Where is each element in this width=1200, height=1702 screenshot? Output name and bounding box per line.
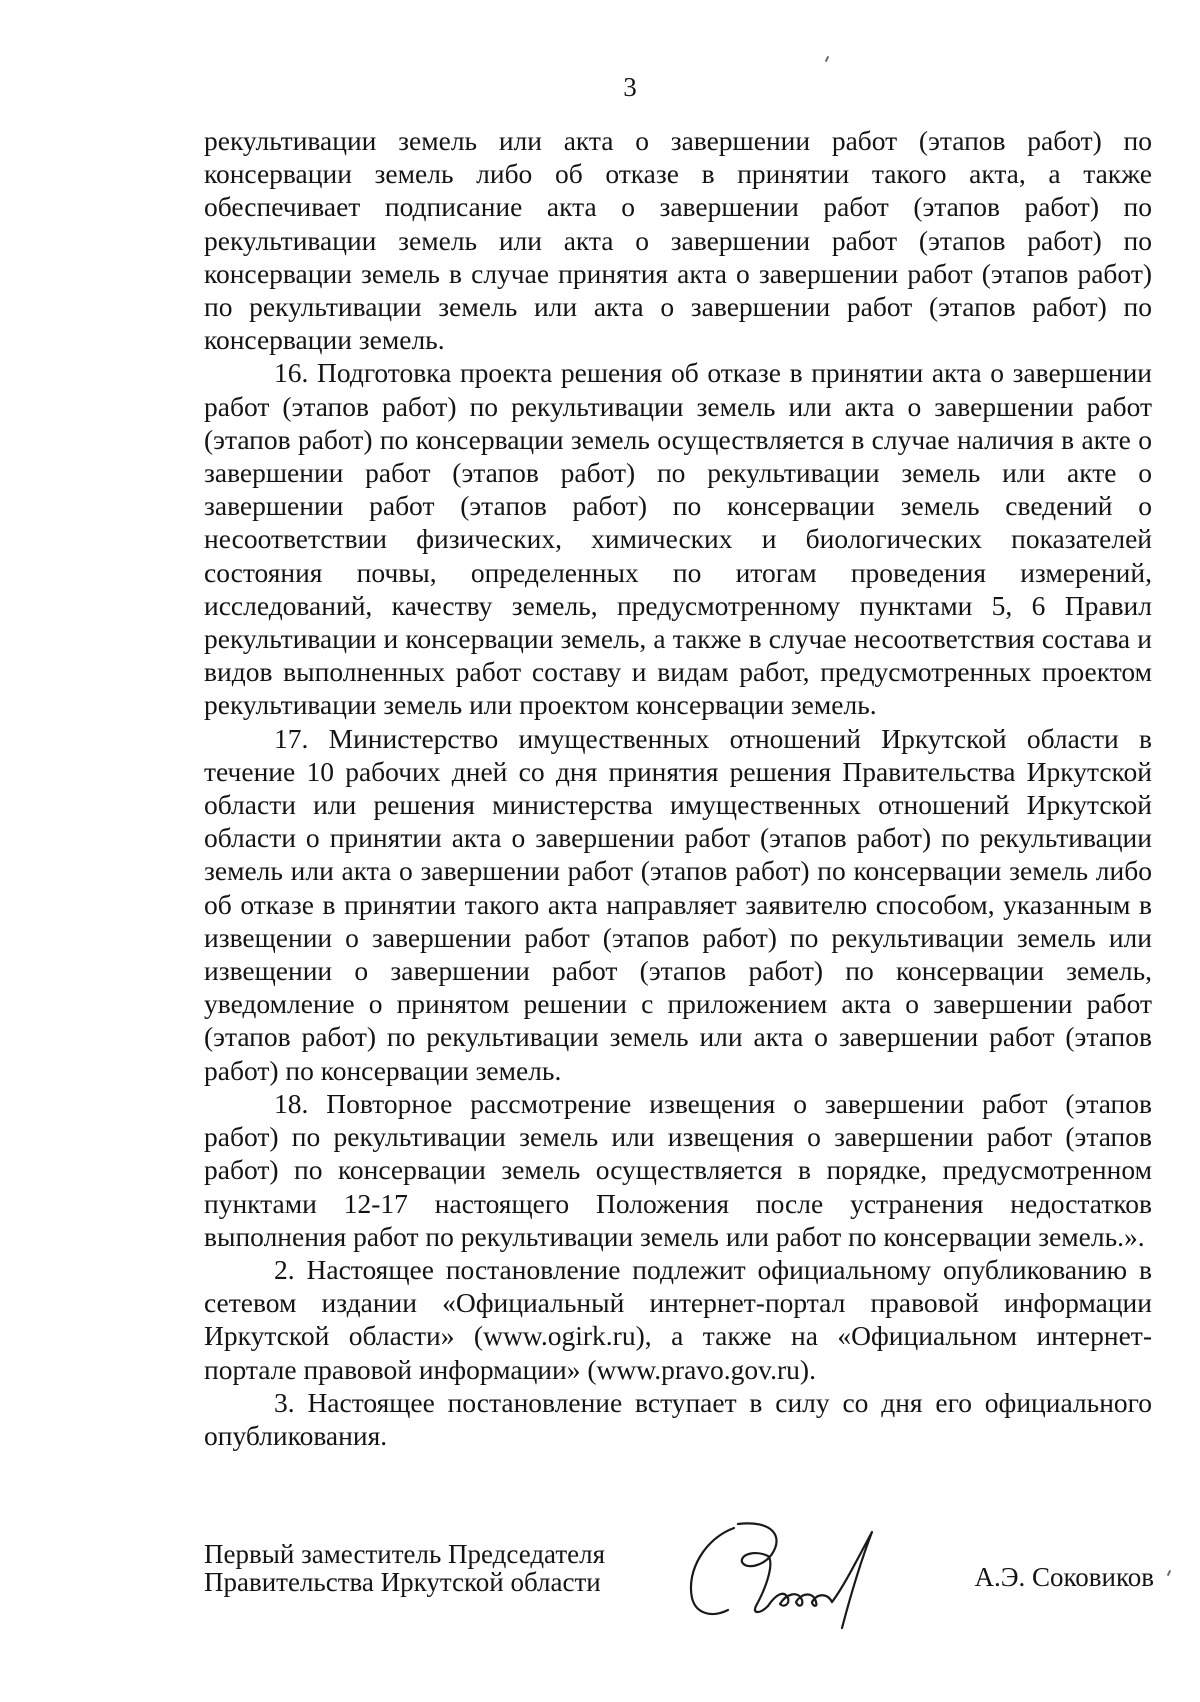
document-body	[204, 124, 1152, 1452]
paragraph-18: 18. Повторное рассмотрение извещения о завершении работ (этапов работ) по рекультивации земель или извещения о завершении работ (этапов работ) по консервации земель осуществляется в порядке, предусмотренном пунктами 12-17 настоящего Положения после устранения недостатков выполнения работ по рекультивации земель или работ по консервации земель.».	[204, 1087, 1152, 1252]
signer-name: А.Э. Соковиков	[974, 1562, 1154, 1592]
page-number: 3	[623, 72, 637, 102]
signer-position-line1: Первый заместитель Председателя	[204, 1539, 606, 1569]
paragraph-3-effective: 3. Настоящее постановление вступает в силу со дня его официального опубликования.	[204, 1386, 1152, 1451]
signer-position	[204, 1540, 605, 1596]
signature-block	[204, 1540, 1154, 1660]
handwritten-signature	[676, 1510, 896, 1640]
signer-position-line2: Правительства Иркутской области	[204, 1567, 601, 1597]
signature-stroke-main	[738, 1523, 777, 1612]
paragraph-2-publication: 2. Настоящее постановление подлежит официальному опубликованию в сетевом издании «Официальный интернет-портал правовой информации Иркутской области» (www.ogirk.ru), а также на «Официальном интернет-портале правовой информации» (www.pravo.gov.ru).	[204, 1253, 1152, 1385]
paragraph-17: 17. Министерство имущественных отношений Иркутской области в течение 10 рабочих дней со дня принятия решения Правительства Иркутской области или решения министерства имущественных отношений Иркутской области о принятии акта о завершении работ (этапов работ) по рекультивации земель или акта о завершении работ (этапов работ) по консервации земель либо об отказе в принятии такого акта направляет заявителю способом, указанным в извещении о завершении работ (этапов работ) по рекультивации земель или извещении о завершении работ (этапов работ) по консервации земель, уведомление о принятом решении с приложением акта о завершении работ (этапов работ) по рекультивации земель или акта о завершении работ (этапов работ) по консервации земель.	[204, 722, 1152, 1086]
scan-speck	[1167, 1570, 1171, 1576]
signature-stroke-tail	[832, 1532, 872, 1628]
signature-stroke-loop	[691, 1528, 734, 1614]
paragraph-continuation: рекультивации земель или акта о завершении работ (этапов работ) по консервации земель либо об отказе в принятии такого акта, а также обеспечивает подписание акта о завершении работ (этапов работ) по рекультивации земель или акта о завершении работ (этапов работ) по консервации земель в случае принятия акта о завершении работ (этапов работ) по рекультивации земель или акта о завершении работ (этапов работ) по консервации земель.	[204, 125, 1152, 356]
scan-speck	[825, 56, 829, 62]
paragraph-16: 16. Подготовка проекта решения об отказе в принятии акта о завершении работ (этапов работ) по рекультивации земель или акта о завершении работ (этапов работ) по консервации земель осуществляется в случае наличия в акте о завершении работ (этапов работ) по рекультивации земель или акте о завершении работ (этапов работ) по консервации земель сведений о несоответствии физических, химических и биологических показателей состояния почвы, определенных по итогам проведения измерений, исследований, качеству земель, предусмотренному пунктами 5, 6 Правил рекультивации и консервации земель, а также в случае несоответствия состава и видов выполненных работ составу и видам работ, предусмотренных проектом рекультивации земель или проектом консервации земель.	[204, 357, 1152, 721]
signature-stroke-letters	[768, 1594, 832, 1606]
